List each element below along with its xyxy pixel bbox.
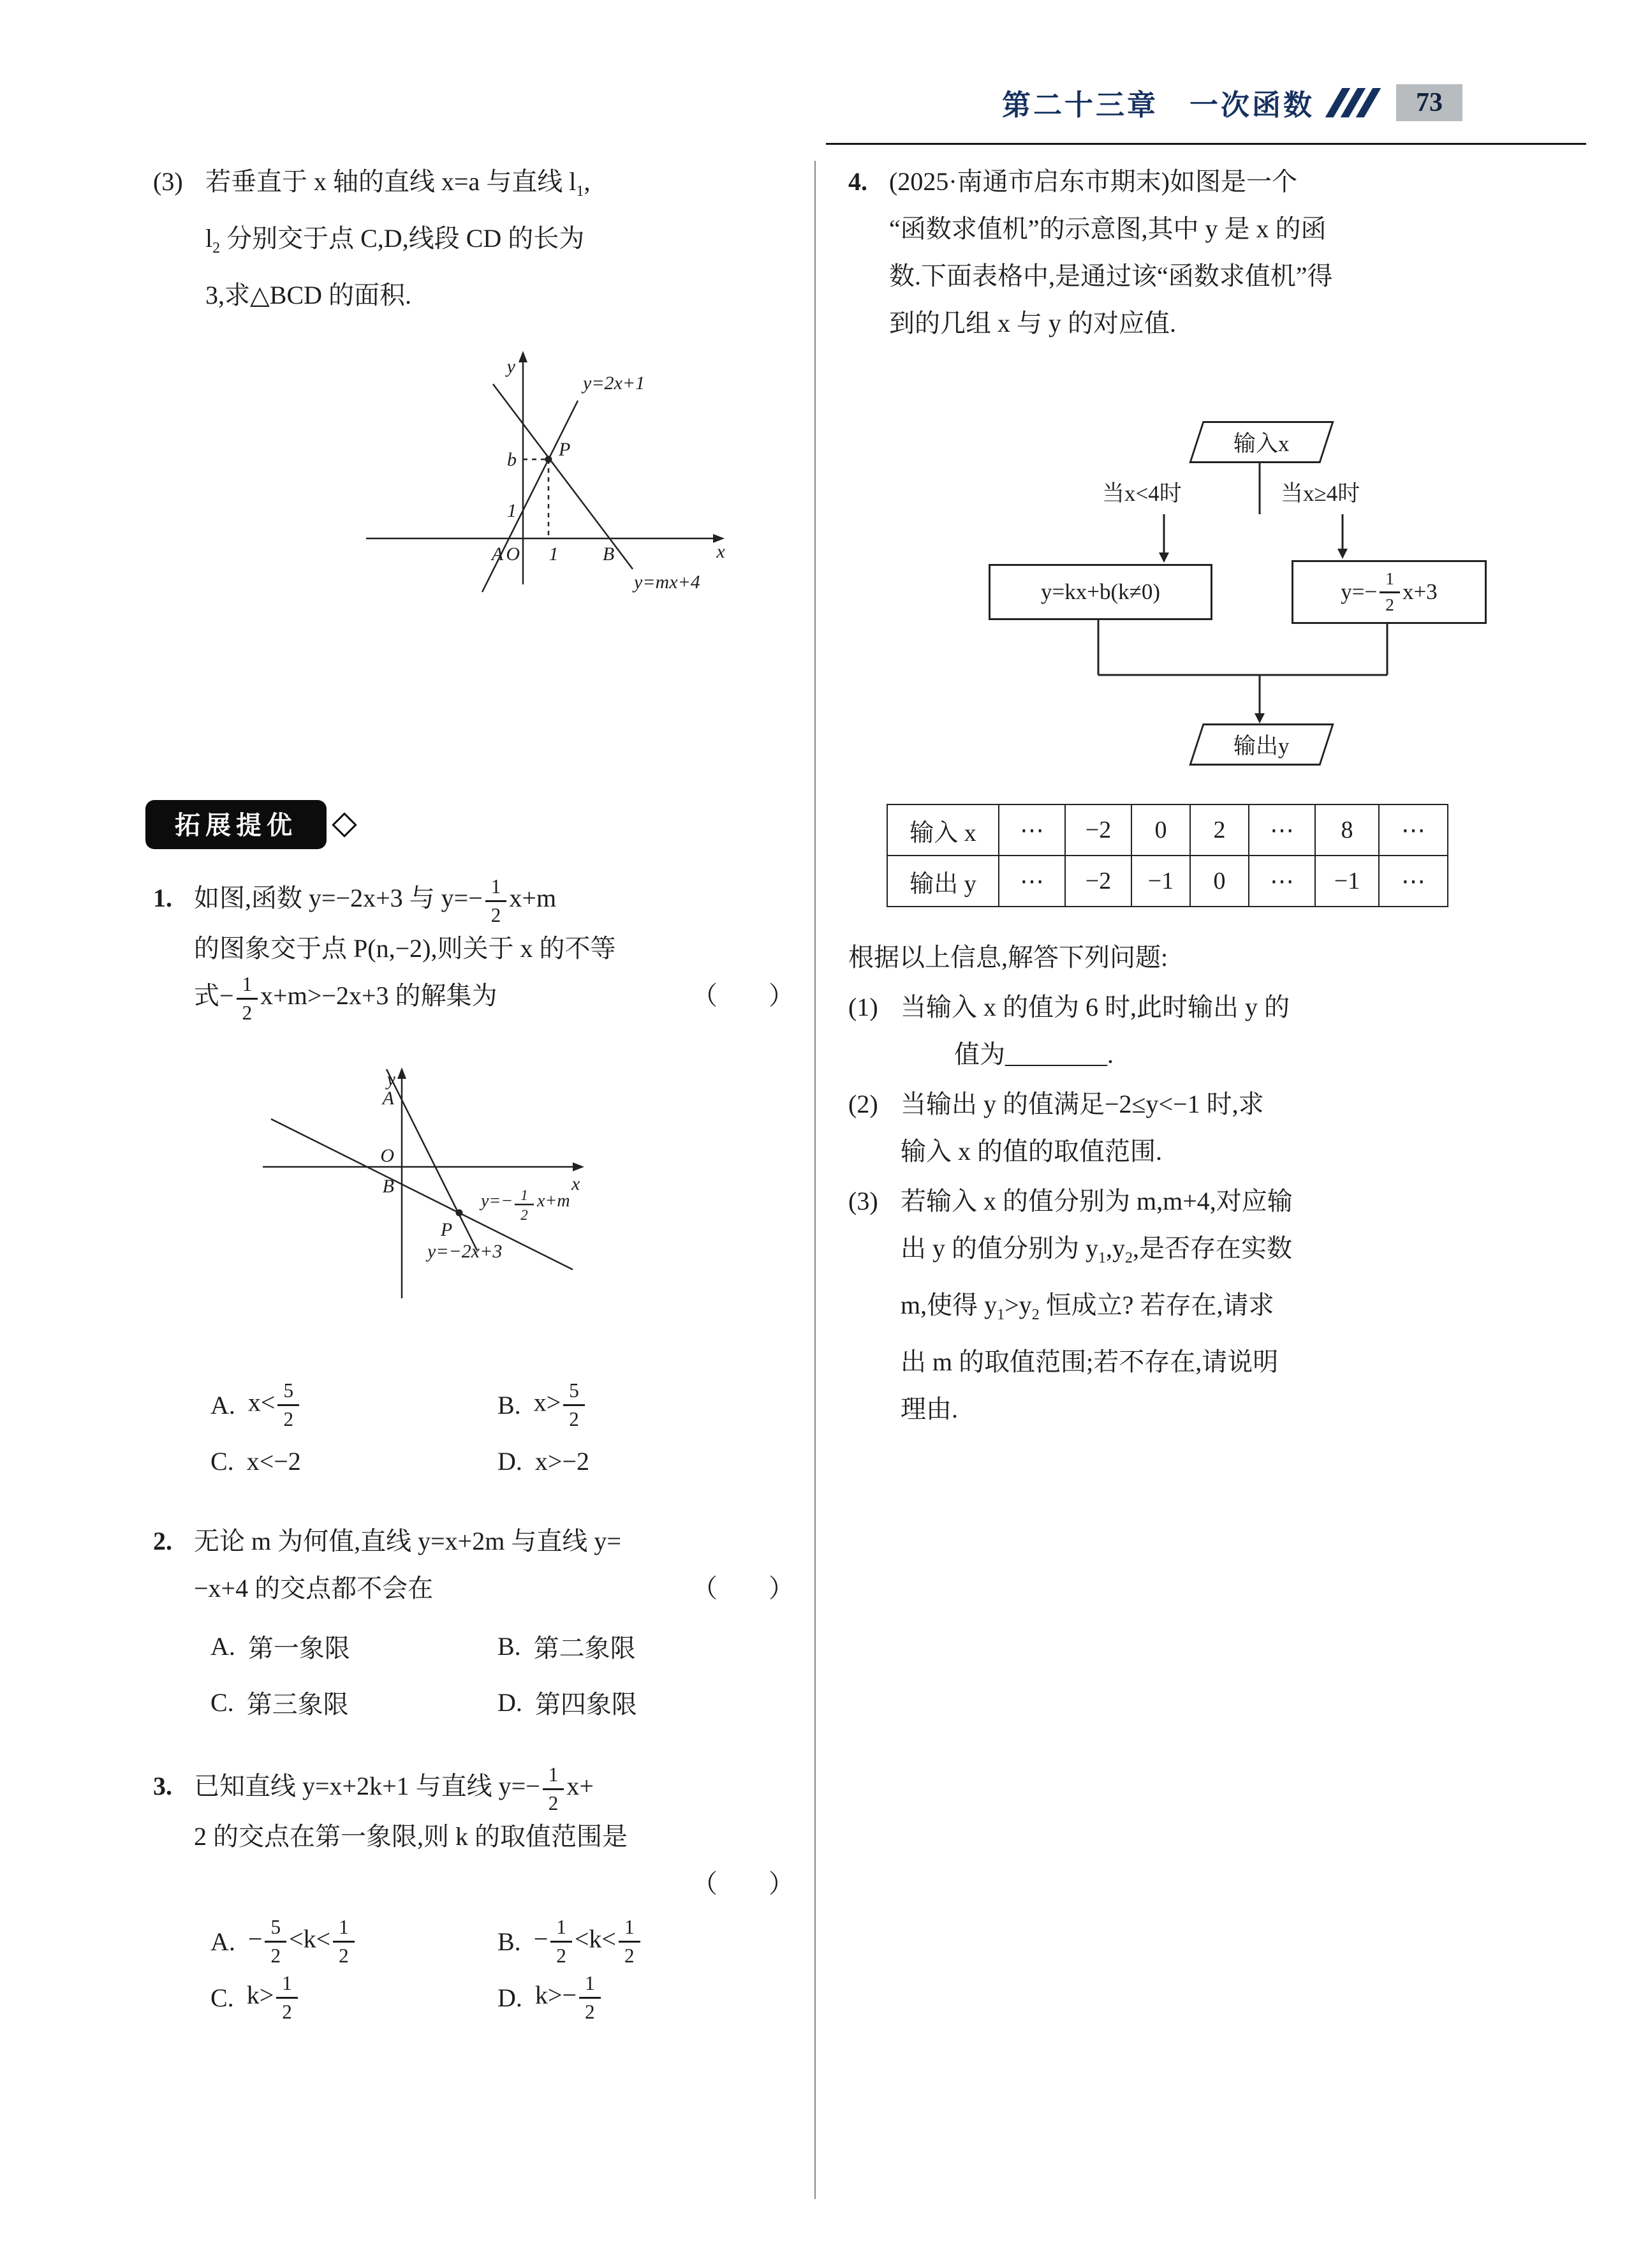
text-line: 当输入 x 的值为 6 时,此时输出 y 的: [901, 993, 1290, 1021]
label-b: b: [507, 449, 517, 470]
label-O: O: [506, 544, 520, 565]
chapter-title: 第二十三章 一次函数: [1001, 89, 1314, 121]
io-cell: −2: [1065, 856, 1131, 907]
problem-number: 4.: [848, 167, 867, 196]
column-divider: [814, 161, 816, 2199]
flow-condition-left: 当x<4时: [1102, 481, 1182, 506]
text-line: [194, 1860, 794, 1908]
label-P: P: [440, 1219, 453, 1241]
question-3: [848, 1178, 1582, 1433]
label-line1: y=2x+1: [583, 373, 645, 394]
question-2: [848, 1081, 1582, 1175]
text-line: $l_2$ 分别交于点 C,D,线段 CD 的长为: [205, 224, 585, 256]
text-line: 数.下面表格中,是通过该“函数求值机”得: [889, 262, 1333, 290]
io-cell: −1: [1131, 856, 1190, 907]
item-marker: (3): [848, 1187, 878, 1215]
text-line: [194, 972, 794, 1023]
text-line: 3,求△BCD 的面积.: [205, 281, 412, 309]
label-O: O: [380, 1145, 394, 1167]
label-P: P: [559, 439, 571, 460]
io-cell: −1: [1315, 856, 1379, 907]
item-marker: (3): [153, 167, 183, 196]
label-y: y: [506, 356, 515, 377]
option-value: 第三象限: [246, 1689, 349, 1719]
option-c: [210, 1677, 497, 1727]
option-value: 第二象限: [533, 1633, 636, 1663]
option-label: C.: [210, 1687, 234, 1717]
item-body: [205, 158, 590, 319]
label-line1-group: [479, 1187, 570, 1223]
option-value: k> $\frac{1}{2}$: [247, 1973, 300, 2022]
option-value: − $\frac{1}{2}$ <k< $\frac{1}{2}$: [534, 1917, 643, 1966]
flow-box-linear: y=kx+b(k≠0): [989, 564, 1212, 620]
label-line1-den: 2: [520, 1207, 528, 1224]
option-label: B.: [497, 1927, 521, 1956]
x-axis-arrow: [573, 1162, 584, 1171]
point-P-dot: [456, 1210, 463, 1217]
arrow-output: [1255, 713, 1265, 723]
label-1-yaxis: 1: [507, 500, 517, 521]
problem-3: [153, 1763, 794, 1908]
label-B: B: [382, 1176, 394, 1197]
option-label: A.: [210, 1927, 235, 1956]
option-value: x< $\frac{5}{2}$: [248, 1381, 302, 1429]
text-line: “函数求值机”的示意图,其中 y 是 x 的函: [889, 214, 1327, 243]
line-y-mx-4: [493, 384, 633, 569]
option-c: [210, 1973, 497, 2022]
option-value: − $\frac{5}{2}$ <k< $\frac{1}{2}$: [248, 1917, 357, 1966]
option-b: [497, 1380, 794, 1430]
figure-problem1-graph: [223, 1065, 606, 1339]
option-value: 第一象限: [247, 1633, 350, 1663]
text-line: (2025·南通市启东市期末)如图是一个: [889, 167, 1297, 196]
io-cell: ⋯: [1379, 804, 1448, 856]
line-y-neg2x-3: [387, 1069, 477, 1250]
option-label: A.: [210, 1390, 235, 1419]
item-marker: (2): [848, 1090, 878, 1118]
text-line: 的图象交于点 P(n,−2),则关于 x 的不等: [194, 934, 616, 963]
label-1-xaxis: 1: [548, 544, 559, 565]
option-d: [497, 1677, 794, 1727]
problem-4: [848, 158, 1582, 347]
option-value: x>−2: [534, 1446, 590, 1476]
y-axis-arrow: [519, 351, 527, 362]
io-cell: ⋯: [1249, 804, 1315, 856]
label-line2: y=−2x+3: [427, 1241, 503, 1263]
text-line: 当输出 y 的值满足−2≤y<−1 时,求: [901, 1090, 1264, 1118]
label-A: A: [382, 1088, 394, 1109]
problem-number: 1.: [153, 884, 172, 912]
pen-nib-icon: [332, 812, 357, 838]
item-marker: (1): [848, 993, 878, 1021]
io-cell: 输入 x: [887, 804, 999, 856]
text-line: [194, 1565, 794, 1612]
point-P-dot: [545, 456, 552, 463]
option-label: A.: [210, 1631, 235, 1661]
text-line: 2 的交点在第一象限,则 k 的取值范围是: [194, 1822, 628, 1851]
text-line: 值为________.: [954, 1040, 1114, 1069]
label-B: B: [602, 544, 615, 565]
option-d: [497, 1436, 794, 1486]
text-line: m,使得 $y_1>y_2$ 恒成立? 若存在,请求: [901, 1291, 1274, 1323]
io-cell: ⋯: [1379, 856, 1448, 907]
io-cell: 输出 y: [887, 856, 999, 907]
option-b: [497, 1916, 794, 1966]
flow-box-half: y=− $\frac{1}{2}$ x+3: [1292, 560, 1487, 624]
problem-body: [194, 1763, 794, 1908]
option-label: C.: [210, 1446, 234, 1476]
option-label: B.: [497, 1631, 521, 1661]
flow-input-label: 输入x: [1233, 431, 1290, 456]
problem-number: 3.: [153, 1772, 172, 1801]
stripes-decoration: [1334, 88, 1380, 117]
problem-3-continuation: [153, 158, 794, 319]
io-cell: ⋯: [1249, 856, 1315, 907]
problem-body: [194, 1518, 794, 1612]
right-column: [848, 158, 1582, 1433]
arrow-right: [1337, 549, 1348, 559]
flow-output-label: 输出y: [1233, 734, 1290, 759]
option-value: x> $\frac{5}{2}$: [534, 1381, 587, 1429]
item-body: [901, 984, 1290, 1078]
item-body: [901, 1081, 1264, 1175]
option-a: [210, 1380, 497, 1430]
io-cell: 0: [1190, 856, 1249, 907]
option-d: [497, 1973, 794, 2022]
question-1: [848, 984, 1582, 1078]
problem-2-options: [153, 1621, 794, 1727]
text-line: 若输入 x 的值分别为 m,m+4,对应输: [901, 1187, 1293, 1215]
label-x: x: [716, 541, 725, 562]
text-line: 已知直线 y=x+2k+1 与直线 y=− $\frac{1}{2}$ x+: [194, 1763, 594, 1814]
io-cell: 8: [1315, 804, 1379, 856]
text-line-content: 式− $\frac{1}{2}$ x+m>−2x+3 的解集为: [194, 972, 497, 1024]
problem-body: [194, 875, 794, 1023]
option-label: D.: [497, 1687, 522, 1717]
text-line: 无论 m 为何值,直线 y=x+2m 与直线 y=: [194, 1527, 621, 1556]
io-cell: ⋯: [999, 856, 1065, 907]
problem-body: [889, 158, 1582, 347]
function-machine-flowchart: [867, 398, 1518, 781]
problem-1-options: [153, 1380, 794, 1486]
label-x: x: [571, 1173, 580, 1195]
option-a: [210, 1621, 497, 1671]
answer-bracket: （ ）: [692, 1574, 794, 1603]
io-row-output: [887, 856, 1448, 907]
problem-2: [153, 1518, 794, 1612]
item-body: [901, 1178, 1293, 1433]
option-value: 第四象限: [534, 1689, 637, 1719]
option-value: x<−2: [246, 1446, 301, 1476]
text-line: 到的几组 x 与 y 的对应值.: [889, 309, 1176, 337]
text-line-content: −x+4 的交点都不会在: [194, 1574, 434, 1603]
option-label: D.: [497, 1446, 522, 1476]
flow-condition-right: 当x≥4时: [1281, 481, 1360, 506]
option-c: [210, 1436, 497, 1486]
label-line1-suf: x+m: [537, 1191, 570, 1212]
option-label: B.: [497, 1390, 521, 1419]
text-line: 如图,函数 y=−2x+3 与 y=− $\frac{1}{2}$ x+m: [194, 875, 557, 926]
left-column: [153, 158, 794, 2022]
io-cell: 2: [1190, 804, 1249, 856]
io-cell: −2: [1065, 804, 1131, 856]
problem-1: [153, 875, 794, 1023]
problem-number: 2.: [153, 1527, 172, 1556]
text-line: 出 m 的取值范围;若不存在,请说明: [901, 1347, 1279, 1376]
label-line2: y=mx+4: [634, 572, 700, 593]
figure-problem3-graph: [344, 347, 740, 615]
y-axis-arrow: [397, 1067, 406, 1079]
io-table: [887, 804, 1448, 907]
answer-bracket: （ ）: [692, 1869, 794, 1899]
label-A: A: [491, 544, 504, 565]
page-number: 73: [1396, 84, 1462, 121]
header-rule: [826, 143, 1586, 145]
label-line1-pre: y=−: [481, 1191, 513, 1212]
text-line: 输入 x 的值的取值范围.: [901, 1137, 1162, 1166]
label-y: y: [387, 1069, 395, 1090]
option-value: k>− $\frac{1}{2}$: [535, 1973, 603, 2022]
arrow-left: [1159, 552, 1169, 563]
label-line1-num: 1: [520, 1187, 528, 1204]
io-cell: 0: [1131, 804, 1190, 856]
answer-bracket: （ ）: [692, 981, 794, 1011]
flow-input-node: [1189, 421, 1334, 463]
flow-output-node: [1189, 723, 1334, 766]
text-line: 出 y 的值分别为 $y_1,y_2$,是否存在实数: [901, 1234, 1292, 1266]
io-row-input: [887, 804, 1448, 856]
problem-3-options: [153, 1916, 794, 2022]
text-line: 理由.: [901, 1395, 958, 1423]
option-label: C.: [210, 1983, 234, 2012]
option-label: D.: [497, 1983, 522, 2012]
section-badge-row: [145, 800, 794, 849]
option-a: [210, 1916, 497, 1966]
intro-line: 根据以上信息,解答下列问题:: [848, 943, 1168, 972]
option-b: [497, 1621, 794, 1671]
io-cell: ⋯: [999, 804, 1065, 856]
text-line: 若垂直于 x 轴的直线 x=a 与直线 $l_1$,: [205, 167, 591, 200]
section-badge: 拓展提优: [145, 800, 327, 849]
page-header: [1002, 82, 1462, 123]
